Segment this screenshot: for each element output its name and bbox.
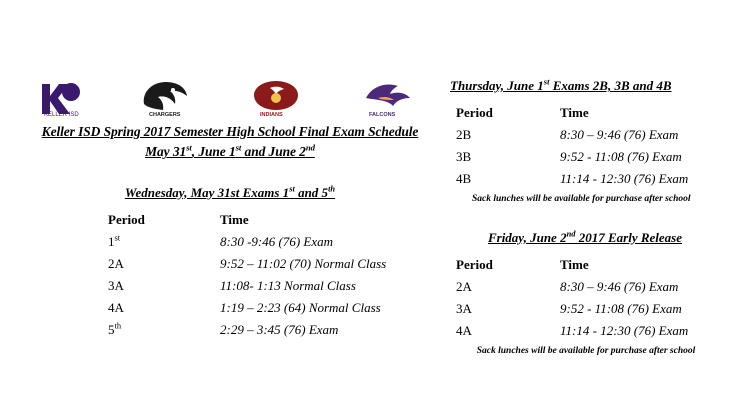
table-header-row — [456, 102, 688, 124]
table-row — [456, 146, 688, 168]
svg-text:KELLER ISD: KELLER ISD — [44, 112, 79, 118]
period-cell: 4A — [108, 299, 124, 315]
table-row — [456, 276, 688, 298]
time-cell: 8:30 – 9:46 (76) Exam — [560, 279, 679, 294]
svg-text:CHARGERS: CHARGERS — [149, 112, 181, 118]
time-cell: 8:30 – 9:46 (76) Exam — [560, 127, 679, 142]
thursday-heading: Thursday, June 1st Exams 2B, 3B and 4B — [450, 76, 672, 93]
column-header-time: Time — [560, 257, 589, 272]
wednesday-schedule-table — [108, 209, 386, 341]
period-cell: 3B — [456, 149, 472, 164]
period-cell: 1st — [108, 232, 121, 249]
time-cell: 2:29 – 3:45 (76) Exam — [220, 321, 339, 337]
section-spacer — [450, 204, 740, 230]
period-cell: 4A — [456, 323, 472, 338]
friday-heading: Friday, June 2nd 2017 Early Release — [487, 228, 683, 245]
period-cell: 4B — [456, 171, 472, 186]
period-cell: 3A — [108, 277, 124, 293]
period-cell: 2B — [456, 127, 472, 142]
period-cell: 2A — [108, 255, 124, 271]
time-cell: 9:52 – 11:02 (70) Normal Class — [220, 255, 387, 271]
table-row — [456, 168, 688, 190]
wednesday-heading: Wednesday, May 31st Exams 1st and 5th — [124, 183, 336, 200]
friday-schedule-table — [456, 254, 688, 342]
column-header-period: Period — [456, 105, 493, 120]
keller-isd-logo — [38, 78, 84, 118]
table-row — [108, 297, 386, 319]
table-header-row — [456, 254, 688, 276]
period-cell: 3A — [456, 301, 472, 316]
table-row — [108, 275, 386, 297]
column-header-time: Time — [560, 105, 589, 120]
central-high-school-logo — [138, 78, 190, 118]
column-header-period: Period — [108, 211, 145, 227]
table-row — [456, 298, 688, 320]
period-cell: 5th — [108, 320, 122, 337]
time-cell: 8:30 -9:46 (76) Exam — [220, 233, 333, 249]
table-row — [108, 231, 386, 253]
left-column — [20, 122, 440, 341]
fossil-ridge-high-school-logo — [358, 78, 414, 118]
table-row — [108, 319, 386, 341]
time-cell: 11:14 - 12:30 (76) Exam — [560, 323, 689, 338]
keller-high-school-logo — [248, 78, 304, 118]
right-column — [450, 78, 740, 356]
svg-text:INDIANS: INDIANS — [260, 112, 283, 118]
page-title-line2: May 31st, June 1st and June 2nd — [145, 142, 315, 160]
column-header-period: Period — [456, 257, 493, 272]
period-cell: 2A — [456, 279, 472, 294]
friday-lunch-note: Sack lunches will be available for purchase after school — [476, 346, 696, 356]
svg-text:FALCONS: FALCONS — [369, 112, 396, 118]
page-title-line1: Keller ISD Spring 2017 Semester High School Final Exam Schedule — [41, 124, 419, 139]
page-title — [20, 122, 440, 163]
table-row — [108, 253, 386, 275]
time-cell: 1:19 – 2:23 (64) Normal Class — [220, 299, 381, 315]
time-cell: 11:14 - 12:30 (76) Exam — [560, 171, 689, 186]
thursday-schedule-table — [456, 102, 688, 190]
column-header-time: Time — [220, 211, 249, 227]
time-cell: 9:52 - 11:08 (76) Exam — [560, 149, 682, 164]
time-cell: 9:52 - 11:08 (76) Exam — [560, 301, 682, 316]
table-row — [456, 124, 688, 146]
table-row — [456, 320, 688, 342]
time-cell: 11:08- 1:13 Normal Class — [220, 277, 356, 293]
table-header-row — [108, 209, 386, 231]
school-logos-row — [38, 78, 438, 118]
thursday-lunch-note: Sack lunches will be available for purchase after school — [472, 194, 691, 204]
